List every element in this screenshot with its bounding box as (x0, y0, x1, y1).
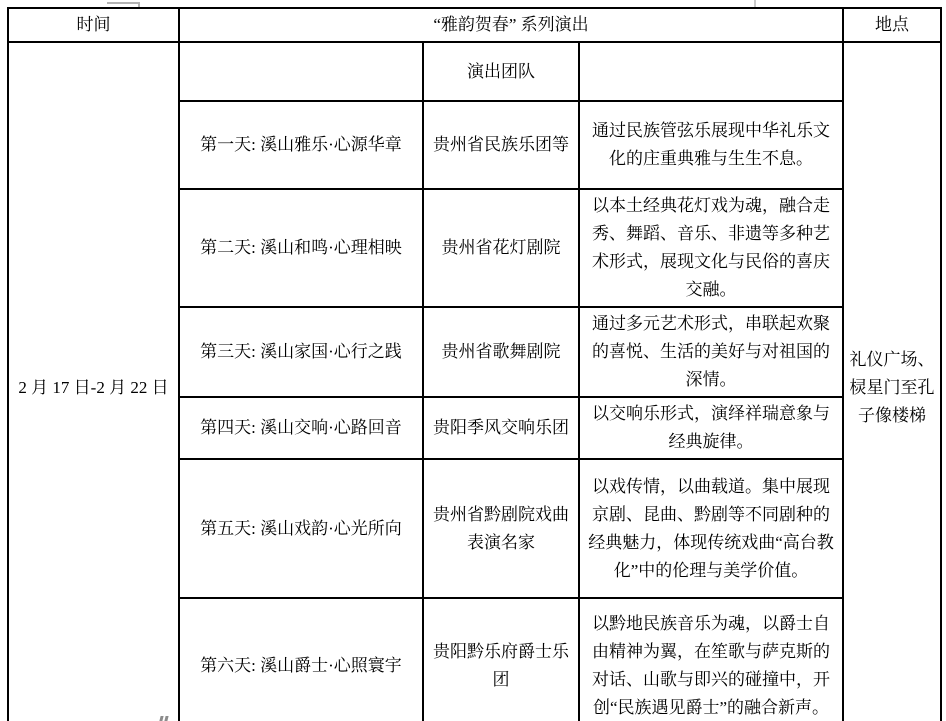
performance-schedule-table (7, 7, 942, 721)
performance-description-cell: 以戏传情，以曲载道。集中展现京剧、昆曲、黔剧等不同剧种的经典魅力，体现传统戏曲“高台教化”中的伦理与美学价值。 (579, 459, 843, 598)
location-cell: 礼仪广场、棂星门至孔子像楼梯 (843, 42, 941, 721)
time-column-header: 时间 (8, 8, 179, 42)
empty-subheader-cell (179, 42, 423, 101)
performance-team-cell: 贵州省歌舞剧院 (423, 307, 579, 397)
performance-description-cell: 以交响乐形式，演绎祥瑞意象与经典旋律。 (579, 397, 843, 459)
performance-title-cell: 第六天: 溪山爵士·心照寰宇 (179, 598, 423, 721)
time-range-cell: 2 月 17 日-2 月 22 日 (8, 42, 179, 721)
empty-subheader-cell (579, 42, 843, 101)
cropped-border-artifact-top-left-h (107, 2, 140, 4)
performance-team-cell: 贵州省黔剧院戏曲表演名家 (423, 459, 579, 598)
performance-team-cell: 贵阳季风交响乐团 (423, 397, 579, 459)
performance-title-cell: 第五天: 溪山戏韵·心光所向 (179, 459, 423, 598)
performance-description-cell: 通过多元艺术形式，串联起欢聚的喜悦、生活的美好与对祖国的深情。 (579, 307, 843, 397)
performance-title-cell: 第四天: 溪山交响·心路回音 (179, 397, 423, 459)
performance-description-cell: 以黔地民族音乐为魂，以爵士自由精神为翼，在笙歌与萨克斯的对话、山歌与即兴的碰撞中，开创“民族遇见爵士”的融合新声。 (579, 598, 843, 721)
performance-description-cell: 以本土经典花灯戏为魂，融合走秀、舞蹈、音乐、非遗等多种艺术形式，展现文化与民俗的喜庆交融。 (579, 189, 843, 307)
series-title-header: “雅韵贺春” 系列演出 (179, 8, 843, 42)
team-column-subheader: 演出团队 (423, 42, 579, 101)
location-column-header: 地点 (843, 8, 941, 42)
performance-team-cell: 贵阳黔乐府爵士乐团 (423, 598, 579, 721)
performance-title-cell: 第二天: 溪山和鸣·心理相映 (179, 189, 423, 307)
performance-team-cell: 贵州省民族乐团等 (423, 101, 579, 189)
performance-title-cell: 第一天: 溪山雅乐·心源华章 (179, 101, 423, 189)
performance-team-cell: 贵州省花灯剧院 (423, 189, 579, 307)
performance-description-cell: 通过民族管弦乐展现中华礼乐文化的庄重典雅与生生不息。 (579, 101, 843, 189)
performance-title-cell: 第三天: 溪山家国·心行之践 (179, 307, 423, 397)
